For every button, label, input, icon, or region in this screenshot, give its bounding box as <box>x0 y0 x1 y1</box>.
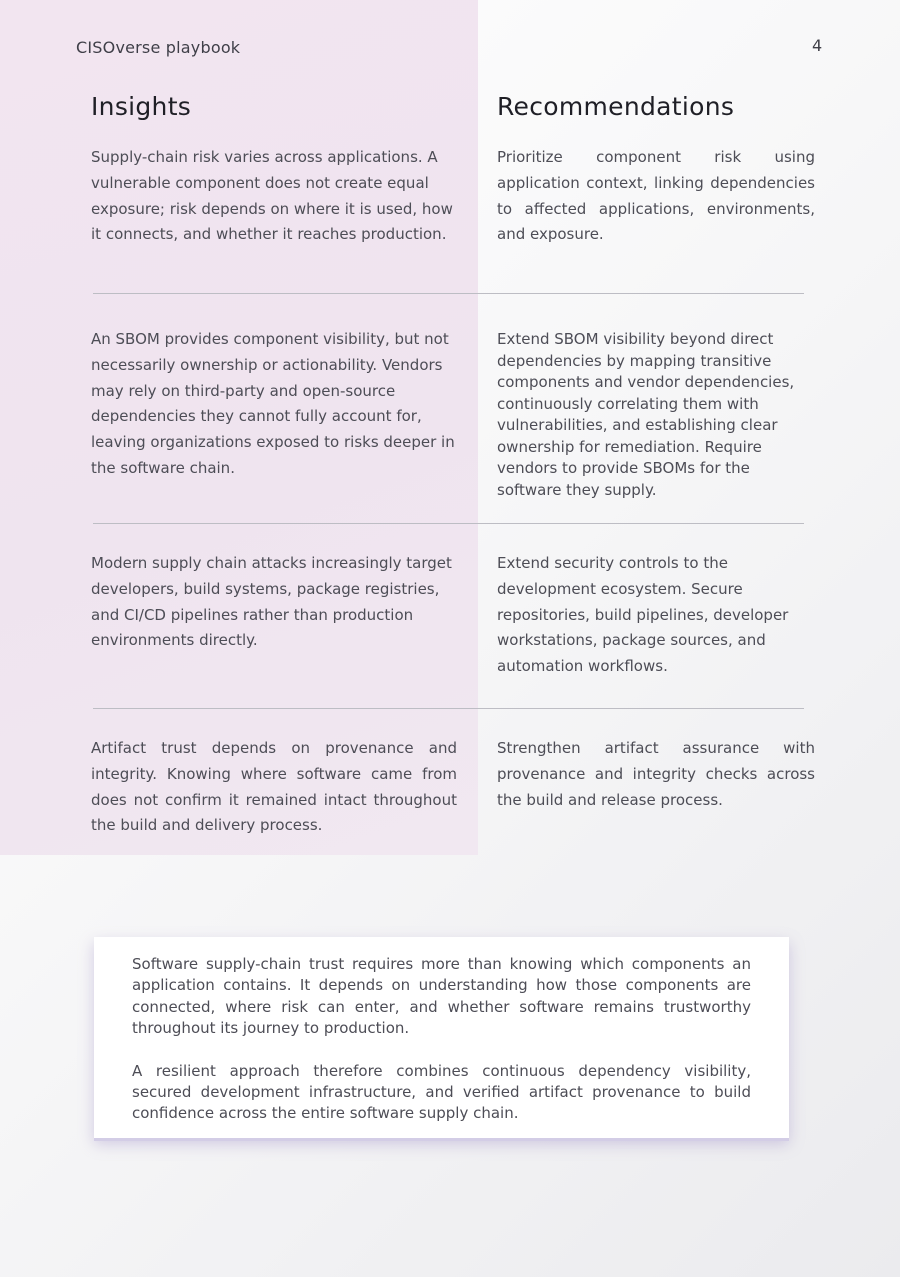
insight-row-4: Artifact trust depends on provenance and integrity. Knowing where software came from does not confirm it remained intact throughout the build and delivery process. <box>91 739 457 835</box>
recommendation-row-4: Strengthen artifact assurance with provenance and integrity checks across the build and release process. <box>497 739 815 809</box>
insight-row-2: An SBOM provides component visibility, but not necessarily ownership or actionability. Vendors may rely on third-party and open-source dependencies they cannot fully account for, leaving organizations exposed to risks deeper in the software chain. <box>91 330 455 477</box>
recommendation-row-2: Extend SBOM visibility beyond direct dependencies by mapping transitive components and vendor dependencies, continuously correlating them with vulnerabilities, and establishing clear ownership for remediation. Require vendors to provide SBOMs for the software they supply. <box>497 330 795 499</box>
insights-heading: Insights <box>91 92 192 121</box>
summary-callout <box>94 937 789 1138</box>
page-number: 4 <box>812 36 823 55</box>
row-divider-2 <box>93 523 804 524</box>
recommendation-row-1: Prioritize component risk using application context, linking dependencies to affected applications, environments, and exposure. <box>497 148 815 244</box>
insight-row-3: Modern supply chain attacks increasingly target developers, build systems, package registries, and CI/CD pipelines rather than production environments directly. <box>91 554 452 650</box>
insight-row-1: Supply-chain risk varies across applications. A vulnerable component does not create equal exposure; risk depends on where it is used, how it connects, and whether it reaches production. <box>91 148 453 244</box>
summary-paragraph-2: A resilient approach therefore combines continuous dependency visibility, secured development infrastructure, and verified artifact provenance to build confidence across the entire software supply chain. <box>132 1061 751 1123</box>
recommendations-heading: Recommendations <box>497 92 735 121</box>
header-brand: CISOverse playbook <box>76 38 241 57</box>
recommendation-row-3: Extend security controls to the development ecosystem. Secure repositories, build pipelines, developer workstations, package sources, and automation workflows. <box>497 554 789 676</box>
summary-paragraph-1: Software supply-chain trust requires more than knowing which components an application contains. It depends on understanding how those components are connected, where risk can enter, and whether software remains trustworthy throughout its journey to production. <box>132 955 751 1038</box>
row-divider-3 <box>93 708 804 709</box>
row-divider-1 <box>93 293 804 294</box>
